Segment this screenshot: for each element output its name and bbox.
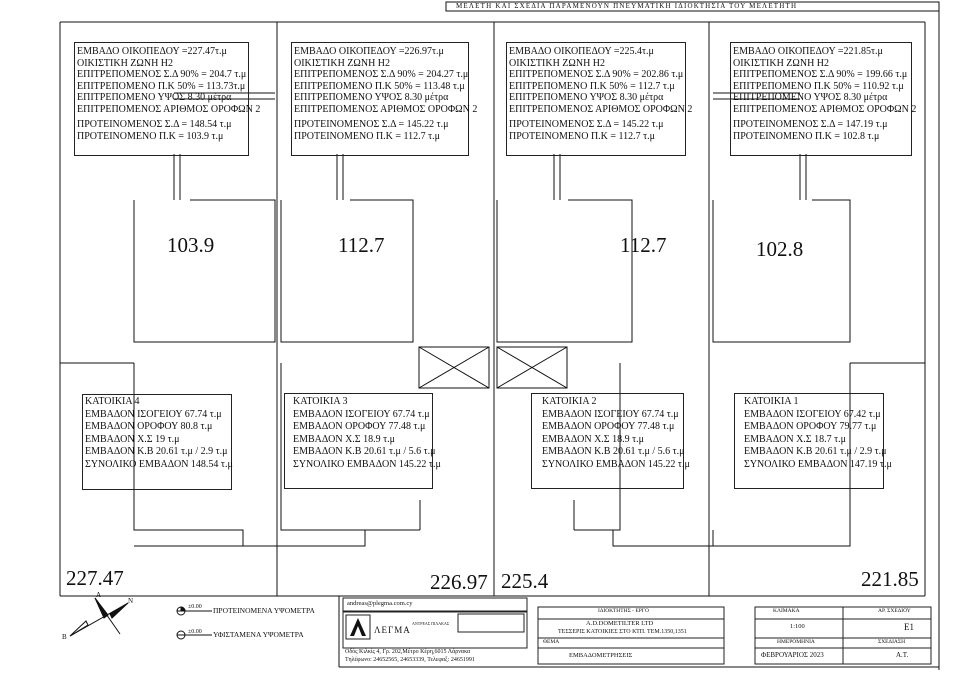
office-address: Οδός Κιλκίς 4, Γρ. 202,Μέτρο Κέρη,6015 Λάρνακα [345, 649, 471, 655]
coverage-label: 112.7 [338, 233, 385, 257]
drawn-value: Α.Τ. [896, 651, 909, 659]
house-info-3: ΚΑΤΟΙΚΙΑ 3 ΕΜΒΑΔΟΝ ΙΣΟΓΕΙΟΥ 67.74 τ.μ ΕΜΒΑΔΟΝ ΟΡΟΦΟΥ 77.48 τ.μ ΕΜΒΑΔΟΝ Χ.Σ 18.9 τ.μ ΕΜΒΑΔΟΝ Κ.Β 20.61 τ.μ / 5.6 τ.μ ΣΥΝΟΛΙΚΟ ΕΜΒΑΔΟΝ 145.22 τ.μ [293, 396, 441, 470]
coverage-label: 112.7 [620, 233, 667, 257]
project-name: ΤΕΣΣΕΡΙΣ ΚΑΤΟΙΚΙΕΣ ΣΤΟ ΚΤΠ. ΤΕΜ.1350,1351 [558, 629, 687, 635]
drawn-label: ΣΧΕΔΙΑΣΗ [878, 639, 906, 645]
office-logo-text: ΛΕΓΜΑ [374, 625, 411, 635]
scale-value: 1:100 [790, 623, 805, 630]
plot-area-label: 221.85 [861, 567, 919, 591]
north-letter: B [62, 633, 67, 641]
coverage-label: 102.8 [756, 237, 804, 261]
legend-existing: ΥΦΙΣΤΑΜΕΝΑ ΥΨΟΜΕΤΡΑ [213, 630, 304, 639]
theme-label: ΘΕΜΑ [543, 639, 560, 645]
plot-info-1: ΕΜΒΑΔΟ ΟΙΚΟΠΕΔΟΥ =221.85τ.μ ΟΙΚΙΣΤΙΚΗ ΖΩΝΗ Η2 ΕΠΙΤΡΕΠΟΜΕΝΟΣ Σ.Δ 90% = 199.66 τ.μ ΕΠΙΤΡΕΠΟΜΕΝΟ Π.Κ 50% = 110.92 τ.μ ΕΠΙΤΡΕΠΟΜΕΝΟ ΥΨΟΣ 8.30 μέτρα ΕΠΙΤΡΕΠΟΜΕΝΟΣ ΑΡΙΘΜΟΣ ΟΡΟΦΩΝ 2 ΠΡΟΤΕΙΝΟΜΕΝΟΣ Σ.Δ = 147.19 τ.μ ΠΡΟΤΕΙΝΟΜΕΝΟ Π.Κ = 102.8 τ.μ [733, 46, 917, 142]
house-info-2: ΚΑΤΟΙΚΙΑ 2 ΕΜΒΑΔΟΝ ΙΣΟΓΕΙΟΥ 67.74 τ.μ ΕΜΒΑΔΟΝ ΟΡΟΦΟΥ 77.48 τ.μ ΕΜΒΑΔΟΝ Χ.Σ 18.9 τ.μ ΕΜΒΑΔΟΝ Κ.Β 20.61 τ.μ / 5.6 τ.μ ΣΥΝΟΛΙΚΟ ΕΜΒΑΔΟΝ 145.22 τ.μ [542, 396, 690, 470]
header-notice: ΜΕΛΕΤΗ ΚΑΙ ΣΧΕΔΙΑ ΠΑΡΑΜΕΝΟΥΝ ΠΝΕΥΜΑΤΙΚΗ ΙΔΙΟΚΤΗΣΙΑ ΤΟΥ ΜΕΛΕΤΗΤΗ [456, 2, 798, 10]
house-info-1: ΚΑΤΟΙΚΙΑ 1 ΕΜΒΑΔΟΝ ΙΣΟΓΕΙΟΥ 67.42 τ.μ ΕΜΒΑΔΟΝ ΟΡΟΦΟΥ 79.77 τ.μ ΕΜΒΑΔΟΝ Χ.Σ 18.7 τ.μ ΕΜΒΑΔΟΝ Κ.Β 20.61 τ.μ / 2.9 τ.μ ΣΥΝΟΛΙΚΟ ΕΜΒΑΔΟΝ 147.19 τ.μ [744, 396, 892, 470]
plot-area-label: 226.97 [430, 570, 488, 594]
coverage-label: 103.9 [167, 233, 215, 257]
date-label: ΗΜΕΡΟΜΗΝΙΑ [777, 639, 815, 645]
plot-info-4: ΕΜΒΑΔΟ ΟΙΚΟΠΕΔΟΥ =227.47τ.μ ΟΙΚΙΣΤΙΚΗ ΖΩΝΗ Η2 ΕΠΙΤΡΕΠΟΜΕΝΟΣ Σ.Δ 90% = 204.7 τ.μ ΕΠΙΤΡΕΠΟΜΕΝΟ Π.Κ 50% = 113.73τ.μ ΕΠΙΤΡΕΠΟΜΕΝΟ ΥΨΟΣ 8.30 μέτρα ΕΠΙΤΡΕΠΟΜΕΝΟΣ ΑΡΙΘΜΟΣ ΟΡΟΦΩΝ 2 ΠΡΟΤΕΙΝΟΜΕΝΟΣ Σ.Δ = 148.54 τ.μ ΠΡΟΤΕΙΝΟΜΕΝΟ Π.Κ = 103.9 τ.μ [77, 46, 261, 142]
theme-value: ΕΜΒΑΔΟΜΕΤΡΗΣΕΙΣ [569, 652, 633, 659]
plot-info-2: ΕΜΒΑΔΟ ΟΙΚΟΠΕΔΟΥ =225.4τ.μ ΟΙΚΙΣΤΙΚΗ ΖΩΝΗ Η2 ΕΠΙΤΡΕΠΟΜΕΝΟΣ Σ.Δ 90% = 202.86 τ.μ ΕΠΙΤΡΕΠΟΜΕΝΟ Π.Κ 50% = 112.7 τ.μ ΕΠΙΤΡΕΠΟΜΕΝΟ ΥΨΟΣ 8.30 μέτρα ΕΠΙΤΡΕΠΟΜΕΝΟΣ ΑΡΙΘΜΟΣ ΟΡΟΦΩΝ 2 ΠΡΟΤΕΙΝΟΜΕΝΟΣ Σ.Δ = 145.22 τ.μ ΠΡΟΤΕΙΝΟΜΕΝΟ Π.Κ = 112.7 τ.μ [509, 46, 693, 142]
scale-label: ΚΛΙΜΑΚΑ [773, 608, 800, 614]
owner-name: A.D.DOMETILTER LTD [586, 620, 654, 627]
office-stamp: ΑΝΤΡΕΑΣ ΠΙΛΑΚΑΣ [412, 621, 450, 626]
office-email: andreas@plegma.com.cy [347, 600, 413, 607]
owner-label: ΙΔΙΟΚΤΗΤΗΣ - ΕΡΓΟ [598, 608, 649, 614]
house-info-4: ΚΑΤΟΙΚΙΑ 4 ΕΜΒΑΔΟΝ ΙΣΟΓΕΙΟΥ 67.74 τ.μ ΕΜΒΑΔΟΝ ΟΡΟΦΟΥ 80.8 τ.μ ΕΜΒΑΔΟΝ Χ.Σ 19 τ.μ ΕΜΒΑΔΟΝ Κ.Β 20.61 τ.μ / 2.9 τ.μ ΣΥΝΟΛΙΚΟ ΕΜΒΑΔΟΝ 148.54 τ.μ [85, 396, 233, 470]
plot-info-3: ΕΜΒΑΔΟ ΟΙΚΟΠΕΔΟΥ =226.97τ.μ ΟΙΚΙΣΤΙΚΗ ΖΩΝΗ Η2 ΕΠΙΤΡΕΠΟΜΕΝΟΣ Σ.Δ 90% = 204.27 τ.μ ΕΠΙΤΡΕΠΟΜΕΝΟ Π.Κ 50% = 113.48 τ.μ ΕΠΙΤΡΕΠΟΜΕΝΟ ΥΨΟΣ 8.30 μέτρα ΕΠΙΤΡΕΠΟΜΕΝΟΣ ΑΡΙΘΜΟΣ ΟΡΟΦΩΝ 2 ΠΡΟΤΕΙΝΟΜΕΝΟΣ Σ.Δ = 145.22 τ.μ ΠΡΟΤΕΙΝΟΜΕΝΟ Π.Κ = 112.7 τ.μ [294, 46, 478, 142]
legend-level-proposed: ±0.00 [188, 604, 202, 610]
drawing-no-label: ΑΡ. ΣΧΕΔΙΟΥ [878, 608, 911, 614]
plot-area-label: 225.4 [501, 569, 549, 593]
north-letter: A [96, 591, 102, 599]
drawing-no-value: E1 [904, 622, 914, 632]
office-phones: Τηλέφωνο: 24652565, 24653339, Τελεφαξ: 24651991 [345, 657, 475, 663]
date-value: ΦΕΒΡΟΥΑΡΙΟΣ 2023 [761, 651, 824, 659]
plot-area-label: 227.47 [66, 566, 124, 590]
legend-proposed: ΠΡΟΤΕΙΝΟΜΕΝΑ ΥΨΟΜΕΤΡΑ [213, 606, 315, 615]
north-arrow-icon [70, 598, 128, 636]
legend-level-existing: ±0.00 [188, 629, 202, 635]
north-letter: N [128, 597, 134, 605]
